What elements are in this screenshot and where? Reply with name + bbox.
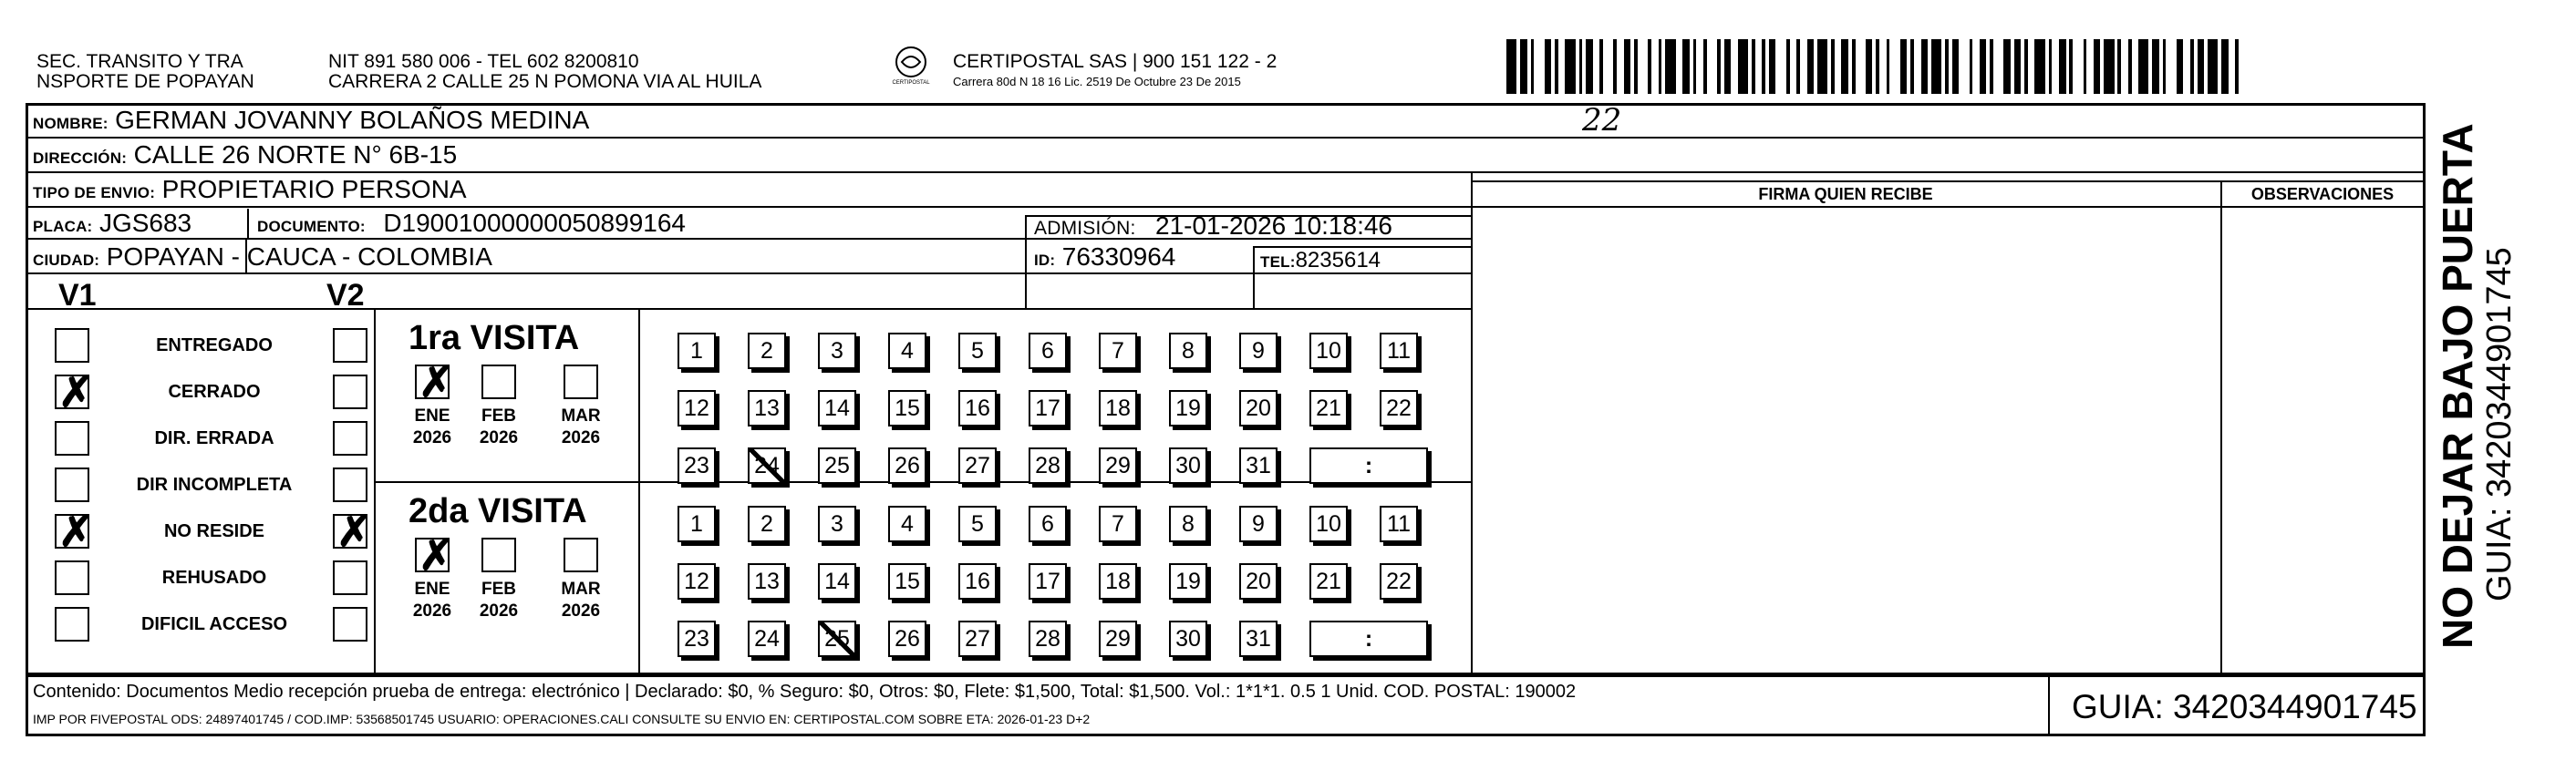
barcode-bar: [1835, 39, 1842, 94]
month-year: 2026: [412, 601, 452, 621]
v2-checkbox[interactable]: [333, 607, 367, 642]
sender-address: CARRERA 2 CALLE 25 N POMONA VIA AL HUILA: [328, 71, 762, 92]
day-box[interactable]: 25: [818, 621, 856, 657]
day-box[interactable]: 4: [888, 333, 926, 369]
barcode-bar: [1841, 39, 1848, 94]
day-box[interactable]: 18: [1099, 390, 1137, 426]
v1-checkbox[interactable]: [55, 607, 89, 642]
barcode-bar: [1724, 39, 1732, 94]
day-box[interactable]: 31: [1239, 621, 1278, 657]
day-box[interactable]: 10: [1309, 506, 1348, 542]
placa-value: JGS683: [98, 209, 192, 237]
barcode-bar: [1534, 39, 1544, 94]
day-box[interactable]: 7: [1099, 506, 1137, 542]
barcode-bar: [2198, 39, 2205, 94]
carrier-license: Carrera 80d N 18 16 Lic. 2519 De Octubre 23 De 2015: [953, 75, 1241, 88]
barcode-bar: [1807, 39, 1815, 94]
barcode-bar: [2086, 39, 2094, 94]
month-name: FEB: [481, 406, 516, 426]
barcode-bar: [2014, 39, 2022, 94]
month-checkbox[interactable]: [415, 358, 454, 406]
ciudad-row: [33, 242, 492, 275]
direccion-label: DIRECCIÓN:: [33, 149, 128, 167]
handwritten-number: 22: [1582, 102, 1622, 139]
month-checkbox[interactable]: [564, 365, 598, 399]
day-box[interactable]: 9: [1239, 506, 1278, 542]
day-box[interactable]: 29: [1099, 621, 1137, 657]
tipo-row: [33, 175, 467, 208]
barcode-bar: [1696, 39, 1703, 94]
day-box[interactable]: 18: [1099, 563, 1137, 600]
barcode-bar: [1506, 39, 1516, 94]
month-name: MAR: [561, 580, 601, 599]
checkmark-icon: ✗: [58, 508, 94, 555]
day-box[interactable]: 1: [678, 333, 716, 369]
day-box[interactable]: 29: [1099, 447, 1137, 484]
day-box[interactable]: 20: [1239, 390, 1278, 426]
v1-checkbox[interactable]: [55, 560, 89, 595]
ciudad-label: CIUDAD:: [33, 252, 100, 269]
status-label: REHUSADO: [161, 568, 267, 588]
svg-text:CERTIPOSTAL: CERTIPOSTAL: [892, 80, 930, 86]
direccion-value: CALLE 26 NORTE N° 6B-15: [133, 140, 458, 169]
tel-row: [1260, 244, 1381, 277]
day-box[interactable]: 27: [958, 447, 997, 484]
observaciones-header: OBSERVACIONES: [2250, 185, 2395, 203]
day-box[interactable]: 8: [1169, 506, 1207, 542]
day-box[interactable]: 22: [1380, 390, 1418, 426]
day-box[interactable]: 15: [888, 390, 926, 426]
time-field[interactable]: :: [1309, 447, 1428, 484]
barcode-bar: [2152, 39, 2159, 94]
barcode-bar: [2177, 39, 2184, 94]
barcode-bar: [1665, 39, 1675, 94]
barcode-bar: [1603, 39, 1613, 94]
day-box[interactable]: 2: [748, 506, 786, 542]
barcode-bar: [1738, 39, 1748, 94]
barcode-bar: [1520, 39, 1527, 94]
barcode-bar: [1593, 39, 1600, 94]
carrier-name: CERTIPOSTAL SAS | 900 151 122 - 2: [953, 51, 1278, 72]
visit-title: 1ra VISITA: [409, 319, 580, 357]
barcode-bar: [1879, 39, 1887, 94]
barcode-bar: [2166, 39, 2176, 94]
nombre-row: [33, 106, 589, 139]
day-box[interactable]: 8: [1169, 333, 1207, 369]
barcode-bar: [2073, 39, 2083, 94]
month-year: 2026: [561, 601, 601, 621]
barcode-bar: [1817, 39, 1827, 94]
day-box[interactable]: 26: [888, 447, 926, 484]
day-box[interactable]: 30: [1169, 621, 1207, 657]
day-box[interactable]: 27: [958, 621, 997, 657]
barcode-bar: [1676, 39, 1683, 94]
documento-value: D19001000000050899164: [383, 209, 686, 237]
month-name: MAR: [561, 406, 601, 426]
day-box[interactable]: 30: [1169, 447, 1207, 484]
day-box[interactable]: 12: [678, 390, 716, 426]
day-box[interactable]: 23: [678, 447, 716, 484]
barcode-bar: [2003, 39, 2011, 94]
day-box[interactable]: 21: [1309, 563, 1348, 600]
no-dejar-warning: NO DEJAR BAJO PUERTA: [2434, 123, 2481, 649]
barcode-bar: [1682, 39, 1690, 94]
day-box[interactable]: 23: [678, 621, 716, 657]
direccion-row: [33, 140, 457, 173]
day-box[interactable]: 11: [1380, 506, 1418, 542]
barcode-bar: [1624, 39, 1631, 94]
day-box[interactable]: 4: [888, 506, 926, 542]
barcode-bar: [1545, 39, 1552, 94]
day-box[interactable]: 1: [678, 506, 716, 542]
v1-checkbox[interactable]: [55, 328, 89, 363]
barcode-bar: [2121, 39, 2128, 94]
month-year: 2026: [479, 601, 519, 621]
v1-checkbox[interactable]: [55, 368, 94, 416]
barcode-bar: [1790, 39, 1797, 94]
id-row: [1034, 242, 1175, 275]
barcode-bar: [1755, 39, 1763, 94]
v1-checkbox[interactable]: [55, 508, 94, 555]
checkmark-icon: ✗: [336, 508, 372, 555]
nombre-label: NOMBRE:: [33, 115, 109, 132]
barcode-bar: [1775, 39, 1785, 94]
admision-row: [1034, 211, 1392, 243]
id-value: 76330964: [1061, 242, 1176, 271]
visit-title: 2da VISITA: [409, 492, 587, 530]
day-box[interactable]: 10: [1309, 333, 1348, 369]
day-box[interactable]: 28: [1029, 447, 1067, 484]
barcode-bar: [2138, 39, 2148, 94]
day-box[interactable]: 7: [1099, 333, 1137, 369]
day-box[interactable]: 26: [888, 621, 926, 657]
barcode-bar: [1707, 39, 1717, 94]
barcode-bar: [2183, 39, 2190, 94]
barcode: [1506, 39, 2243, 94]
sender-name-line2: NSPORTE DE POPAYAN: [36, 71, 254, 92]
status-label: NO RESIDE: [163, 521, 265, 541]
barcode-bar: [1769, 39, 1776, 94]
barcode-bar: [2239, 39, 2242, 94]
barcode-bar: [1558, 39, 1566, 94]
v2-checkbox[interactable]: [333, 508, 372, 555]
barcode-bar: [1800, 39, 1807, 94]
barcode-bar: [1959, 39, 1969, 94]
tel-value: 8235614: [1295, 248, 1381, 272]
day-box[interactable]: 20: [1239, 563, 1278, 600]
barcode-bar: [1980, 39, 1987, 94]
barcode-bar: [2208, 39, 2218, 94]
placa-row: [33, 209, 191, 241]
day-box[interactable]: 25: [818, 447, 856, 484]
barcode-bar: [1900, 39, 1908, 94]
side-guia: GUIA: 3420344901745: [2480, 247, 2519, 601]
checkmark-icon: ✗: [419, 358, 454, 406]
barcode-bar: [1586, 39, 1593, 94]
day-box[interactable]: 9: [1239, 333, 1278, 369]
month-name: ENE: [414, 406, 450, 426]
month-name: FEB: [481, 580, 516, 599]
nombre-value: GERMAN JOVANNY BOLAÑOS MEDINA: [115, 106, 590, 134]
day-box[interactable]: 14: [818, 563, 856, 600]
status-label: DIR. ERRADA: [154, 428, 274, 448]
day-box[interactable]: 6: [1029, 506, 1067, 542]
month-year: 2026: [479, 428, 519, 447]
v1-checkbox[interactable]: [55, 421, 89, 456]
day-box[interactable]: 6: [1029, 333, 1067, 369]
barcode-bar: [1856, 39, 1866, 94]
day-box[interactable]: 12: [678, 563, 716, 600]
month-checkbox[interactable]: [415, 531, 454, 579]
sender-name-line1: SEC. TRANSITO Y TRA: [36, 51, 243, 72]
certipostal-logo: [889, 46, 933, 86]
tipo-value: PROPIETARIO PERSONA: [161, 175, 467, 203]
v1-header: V1: [58, 278, 97, 313]
barcode-bar: [1921, 39, 1929, 94]
placa-label: PLACA:: [33, 218, 93, 235]
tipo-label: TIPO DE ENVIO:: [33, 184, 156, 201]
footer-guia: GUIA: 3420344901745: [2072, 688, 2417, 725]
v2-checkbox[interactable]: [333, 328, 367, 363]
ciudad-value: POPAYAN - CAUCA - COLOMBIA: [106, 242, 492, 271]
month-checkbox[interactable]: [564, 538, 598, 572]
barcode-bar: [2221, 39, 2229, 94]
status-label: DIR INCOMPLETA: [136, 475, 293, 495]
day-box[interactable]: 5: [958, 506, 997, 542]
barcode-bar: [2132, 39, 2139, 94]
barcode-bar: [2034, 39, 2044, 94]
firma-header: FIRMA QUIEN RECIBE: [1758, 185, 1933, 203]
v2-checkbox[interactable]: [333, 468, 367, 502]
barcode-bar: [2104, 39, 2114, 94]
day-box[interactable]: 21: [1309, 390, 1348, 426]
admision-label: ADMISIÓN:: [1034, 218, 1136, 239]
day-box[interactable]: 5: [958, 333, 997, 369]
day-box[interactable]: 16: [958, 563, 997, 600]
barcode-bar: [1638, 39, 1648, 94]
documento-label: DOCUMENTO:: [257, 218, 366, 235]
day-box[interactable]: 31: [1239, 447, 1278, 484]
status-label: CERRADO: [168, 382, 261, 402]
checkmark-icon: ✗: [58, 368, 94, 416]
barcode-bar: [1914, 39, 1921, 94]
time-field[interactable]: :: [1309, 621, 1428, 657]
barcode-bar: [2028, 39, 2035, 94]
id-label: ID:: [1034, 252, 1056, 269]
tel-label: TEL:: [1260, 253, 1296, 271]
day-box[interactable]: 28: [1029, 621, 1067, 657]
month-checkbox[interactable]: [481, 538, 516, 572]
month-year: 2026: [412, 428, 452, 447]
barcode-bar: [1866, 39, 1873, 94]
barcode-bar: [1617, 39, 1624, 94]
day-box[interactable]: 24: [748, 447, 786, 484]
barcode-bar: [1565, 39, 1575, 94]
status-label: DIFICIL ACCESO: [140, 614, 287, 634]
admision-value: 21-01-2026 10:18:46: [1155, 211, 1392, 240]
v2-header: V2: [326, 278, 365, 313]
day-box[interactable]: 3: [818, 333, 856, 369]
status-label: ENTREGADO: [156, 335, 273, 355]
sender-nit: NIT 891 580 006 - TEL 602 8200810: [328, 51, 639, 72]
month-name: ENE: [414, 580, 450, 599]
barcode-bar: [1993, 39, 2003, 94]
barcode-bar: [2059, 39, 2066, 94]
day-box[interactable]: 2: [748, 333, 786, 369]
checkmark-icon: ✗: [419, 531, 454, 579]
day-box[interactable]: 17: [1029, 563, 1067, 600]
day-box[interactable]: 17: [1029, 390, 1067, 426]
v2-checkbox[interactable]: [333, 421, 367, 456]
barcode-bar: [2052, 39, 2059, 94]
day-box[interactable]: 14: [818, 390, 856, 426]
documento-row: [257, 209, 686, 241]
day-box[interactable]: 22: [1380, 563, 1418, 600]
barcode-bar: [1651, 39, 1659, 94]
day-box[interactable]: 19: [1169, 390, 1207, 426]
barcode-bar: [1889, 39, 1899, 94]
day-box[interactable]: 13: [748, 390, 786, 426]
v1-checkbox[interactable]: [55, 468, 89, 502]
day-box[interactable]: 24: [748, 621, 786, 657]
barcode-bar: [1931, 39, 1941, 94]
day-box[interactable]: 15: [888, 563, 926, 600]
barcode-bar: [2229, 39, 2236, 94]
day-box[interactable]: 19: [1169, 563, 1207, 600]
month-year: 2026: [561, 428, 601, 447]
barcode-bar: [2094, 39, 2101, 94]
barcode-bar: [1731, 39, 1738, 94]
barcode-bar: [1952, 39, 1960, 94]
footer-contenido: Contenido: Documentos Medio recepción prueba de entrega: electrónico | Declarado: $0, % Seguro: $0, Otros: $0, Flete: $1,500, Total: $1,500. Vol.: 1*1*1. 0.5 1 Unid. COD. POSTAL: 190002: [33, 682, 1577, 702]
day-box[interactable]: 13: [748, 563, 786, 600]
month-checkbox[interactable]: [481, 365, 516, 399]
footer-imp: IMP POR FIVEPOSTAL ODS: 24897401745 / COD.IMP: 53568501745 USUARIO: OPERACIONES.CALI CONSULTE SU ENVIO EN: CERTIPOSTAL.COM SOBRE ETA: 2026-01-23 D+2: [33, 712, 1091, 726]
day-box[interactable]: 11: [1380, 333, 1418, 369]
barcode-bar: [1972, 39, 1980, 94]
day-box[interactable]: 3: [818, 506, 856, 542]
day-box[interactable]: 16: [958, 390, 997, 426]
v2-checkbox[interactable]: [333, 560, 367, 595]
v2-checkbox[interactable]: [333, 375, 367, 409]
